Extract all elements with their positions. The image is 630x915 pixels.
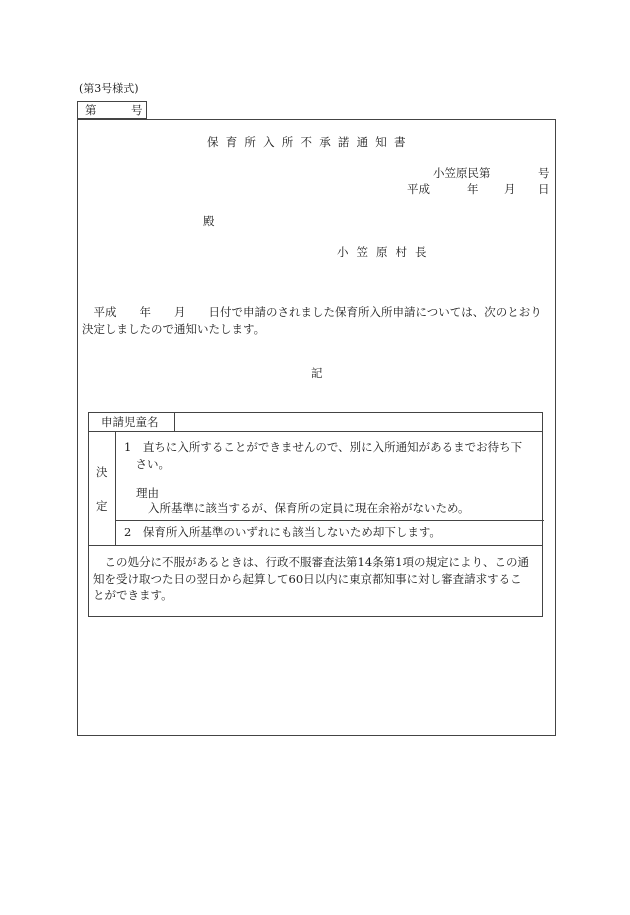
table-divider bbox=[89, 545, 542, 546]
number-box-label-dai: 第 bbox=[85, 103, 97, 117]
table-divider bbox=[115, 431, 116, 545]
document-title: 保育所入所不承諾通知書 bbox=[207, 135, 413, 149]
appeal-notice: この処分に不服があるときは、行政不服審査法第14条第1項の規定により、この通 知を受け取つた日の翌日から起算して60日以内に東京都知事に対し審査請求するこ とができます。 bbox=[93, 555, 529, 603]
date-era: 平成 bbox=[407, 182, 430, 196]
table-divider bbox=[116, 520, 544, 521]
reason-label: 理由 bbox=[136, 486, 159, 500]
decision-label-ketsu: 決 bbox=[96, 465, 108, 479]
issue-number-prefix: 小笠原民第 bbox=[433, 166, 491, 180]
decision-label-tei: 定 bbox=[96, 499, 108, 513]
decision-option-1: 1 直ちに入所することができませんので、別に入所通知があるまでお待ち下 さい。 bbox=[124, 440, 523, 471]
table-divider bbox=[89, 431, 542, 432]
addressee-suffix: 殿 bbox=[203, 214, 215, 228]
body-paragraph: 平成 年 月 日付で申請のされました保育所入所申請については、次のとおり 決定しましたので通知いたします。 bbox=[82, 305, 542, 336]
date-day: 日 bbox=[538, 182, 550, 196]
sender-name: 小笠原村長 bbox=[337, 245, 435, 259]
ki-heading: 記 bbox=[311, 366, 323, 380]
decision-table bbox=[88, 412, 543, 617]
number-box-label-go: 号 bbox=[131, 103, 143, 117]
decision-option-2: 2 保育所入所基準のいずれにも該当しないため却下します。 bbox=[124, 525, 441, 539]
document-number-box bbox=[77, 101, 147, 119]
table-divider bbox=[174, 413, 175, 431]
date-month: 月 bbox=[504, 182, 516, 196]
issue-number-suffix: 号 bbox=[538, 166, 550, 180]
reason-text: 入所基準に該当するが、保育所の定員に現在余裕がないため。 bbox=[148, 501, 470, 515]
date-year: 年 bbox=[467, 182, 479, 196]
applicant-name-label: 申請児童名 bbox=[101, 415, 159, 429]
form-number-label: (第3号様式) bbox=[79, 82, 139, 95]
